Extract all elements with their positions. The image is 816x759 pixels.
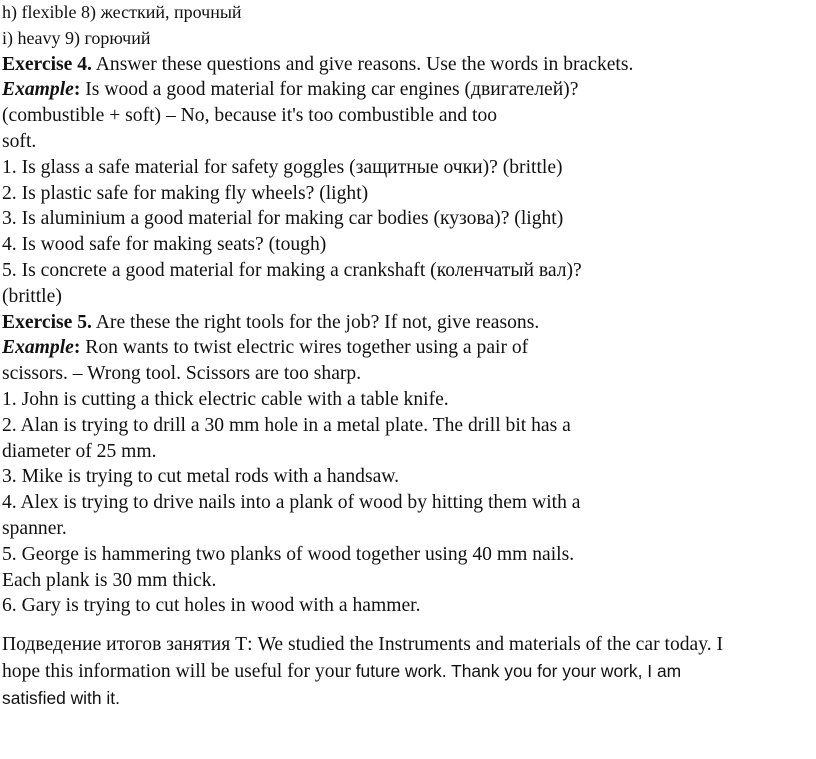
exercise-4-item: 4. Is wood safe for making seats? (tough)	[2, 234, 327, 256]
exercise-5-item: Each plank is 30 mm thick.	[2, 569, 217, 591]
exercise-4-item: 2. Is plastic safe for making fly wheels? (light)	[2, 182, 369, 204]
exercise-4-heading	[2, 52, 802, 78]
exercise-5-item: 6. Gary is trying to cut holes in wood with a hammer.	[2, 595, 421, 617]
example-colon: :	[73, 337, 81, 359]
document-page	[2, 0, 802, 712]
example-text: Ron wants to twist electric wires together using a pair of	[80, 337, 529, 359]
exercise-4-item: (brittle)	[2, 285, 62, 307]
exercise-4-title: Exercise 4.	[2, 53, 92, 75]
exercise-5-item: 3. Mike is trying to cut metal rods with a handsaw.	[2, 466, 400, 488]
vocab-word: flexible	[21, 2, 77, 22]
exercise-4-item: 5. Is concrete a good material for making a crankshaft (коленчатый вал)?	[2, 259, 582, 281]
summary-text: Т: We studied the Instruments and materials of the car today. I	[230, 634, 724, 656]
exercise-5-item: 2. Alan is trying to drill a 30 mm hole in a metal plate. The drill bit has a	[2, 414, 571, 436]
exercise-5-item: 1. John is cutting a thick electric cable with a table knife.	[2, 388, 449, 410]
lesson-summary	[2, 631, 802, 712]
exercise-5-title: Exercise 5.	[2, 311, 92, 333]
summary-heading: Подведение итогов занятия	[2, 634, 231, 656]
example-text: Is wood a good material for making car engines (двигателей)?	[80, 79, 579, 101]
summary-line	[2, 685, 802, 712]
exercise-5-example	[2, 335, 802, 361]
vocab-letter: h)	[2, 2, 17, 22]
exercise-4-instruction: Answer these questions and give reasons. Use the words in brackets.	[91, 53, 634, 75]
exercise-5-item: 5. George is hammering two planks of wood together using 40 mm nails.	[2, 543, 575, 565]
vocab-row-h	[2, 0, 802, 26]
example-label: Example	[2, 337, 74, 359]
vocab-row-i	[2, 26, 802, 52]
vocab-translation: горючий	[84, 27, 151, 48]
vocab-number: 9)	[64, 27, 80, 48]
exercise-5-item: spanner.	[2, 517, 67, 539]
exercise-5-heading	[2, 310, 802, 336]
exercise-4-example-line: soft.	[2, 130, 37, 152]
vocab-letter: i)	[2, 27, 13, 48]
vocab-word: heavy	[17, 27, 61, 48]
summary-text: hope this information will be useful for your	[2, 661, 356, 683]
summary-text-sans: future work. Thank you for your work, I am	[355, 661, 682, 682]
vocab-translation: жесткий, прочный	[100, 2, 242, 22]
summary-line	[2, 631, 802, 658]
exercise-5-item: 4. Alex is trying to drive nails into a plank of wood by hitting them with a	[2, 492, 581, 514]
exercise-5-item: diameter of 25 mm.	[2, 440, 157, 462]
vocab-number: 8)	[80, 2, 96, 22]
example-label: Example	[2, 79, 74, 101]
exercise-5-instruction: Are these the right tools for the job? If not, give reasons.	[91, 311, 540, 333]
exercise-4-example-line: (combustible + soft) – No, because it's too combustible and too	[2, 105, 498, 127]
exercise-4-item: 1. Is glass a safe material for safety goggles (защитные очки)? (brittle)	[2, 156, 563, 178]
summary-line	[2, 658, 802, 685]
exercise-5-example-line: scissors. – Wrong tool. Scissors are too sharp.	[2, 363, 362, 385]
summary-text-sans: satisfied with it.	[2, 688, 120, 709]
example-colon: :	[73, 79, 81, 101]
exercise-4-item: 3. Is aluminium a good material for making car bodies (кузова)? (light)	[2, 208, 564, 230]
exercise-4-example	[2, 77, 802, 103]
